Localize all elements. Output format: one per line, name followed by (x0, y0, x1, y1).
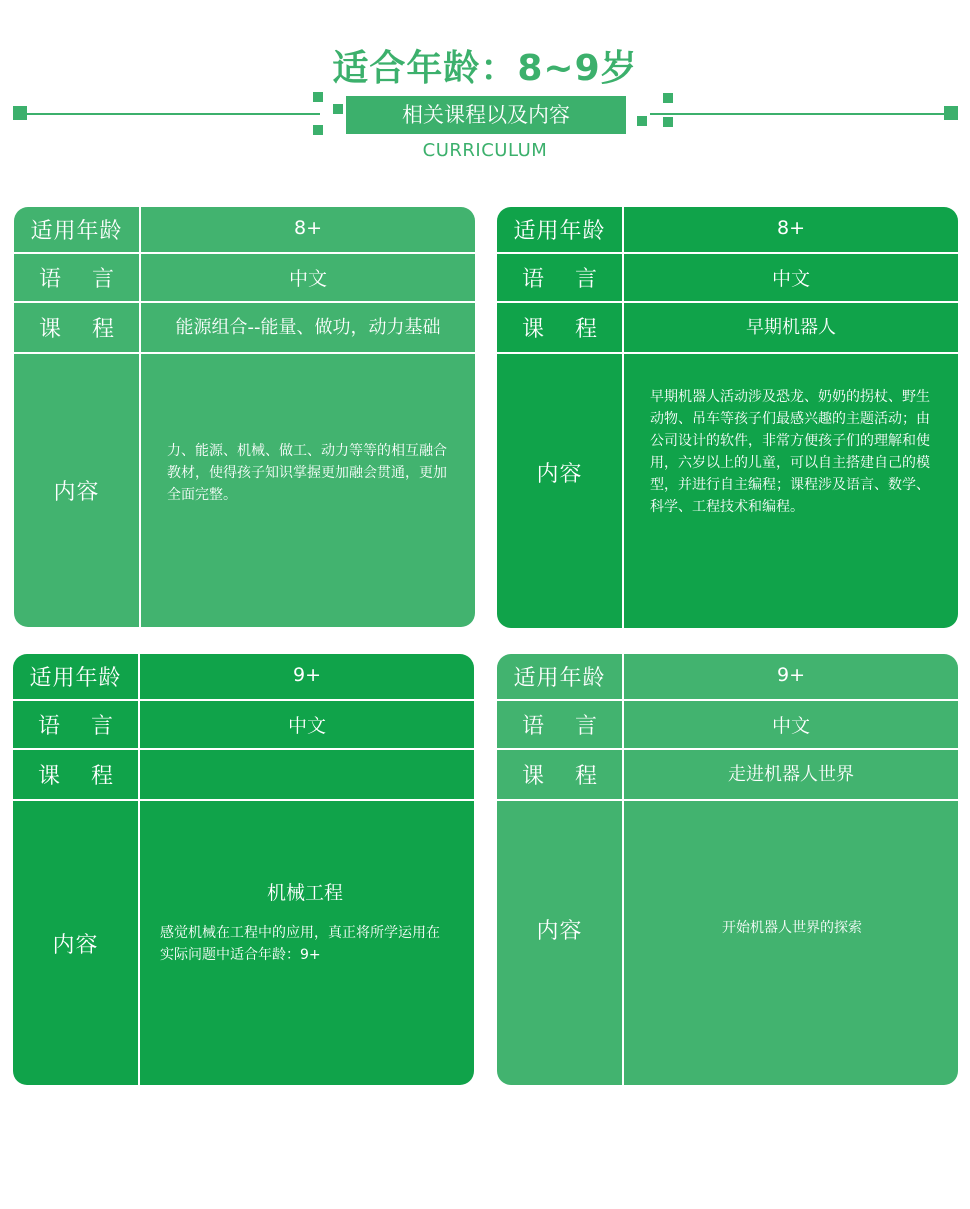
language-label: 语 言 (14, 254, 139, 301)
age-value: 8+ (141, 207, 475, 252)
course-label: 课 程 (13, 750, 138, 799)
language-value: 中文 (624, 701, 958, 748)
content-text: 力、能源、机械、做工、动力等等的相互融合教材，使得孩子知识掌握更加融会贯通，更加全面完整。 (167, 442, 447, 503)
content-label: 内容 (13, 801, 138, 1085)
language-label: 语 言 (497, 701, 622, 748)
age-value: 9+ (140, 654, 474, 699)
content-heading: 机械工程 (266, 882, 343, 904)
course-card (14, 207, 475, 627)
content-cell (624, 801, 958, 1085)
age-value: 9+ (624, 654, 958, 699)
decor-square (944, 106, 958, 120)
course-label: 课 程 (497, 750, 622, 799)
course-value: 能源组合--能量、做功，动力基础 (141, 303, 475, 352)
course-card (497, 654, 958, 1085)
divider-line-right (650, 113, 950, 115)
decor-square (313, 125, 323, 135)
course-card (497, 207, 958, 628)
language-value: 中文 (624, 254, 958, 301)
section-banner: 相关课程以及内容 (346, 96, 626, 134)
age-label: 适用年龄 (497, 207, 622, 252)
age-label: 适用年龄 (497, 654, 622, 699)
content-cell (141, 354, 475, 627)
decor-square (333, 104, 343, 114)
age-value: 8+ (624, 207, 958, 252)
language-label: 语 言 (13, 701, 138, 748)
language-value: 中文 (140, 701, 474, 748)
decor-square (637, 116, 647, 126)
content-label: 内容 (497, 354, 622, 628)
decor-square (663, 93, 673, 103)
course-value: 早期机器人 (624, 303, 958, 352)
course-label: 课 程 (14, 303, 139, 352)
content-label: 内容 (497, 801, 622, 1085)
course-label: 课 程 (497, 303, 622, 352)
content-cell (624, 354, 958, 628)
decor-square (13, 106, 27, 120)
decor-square (663, 117, 673, 127)
course-card (13, 654, 474, 1085)
course-value (140, 750, 474, 799)
content-text: 开始机器人世界的探索 (722, 920, 862, 936)
content-label: 内容 (14, 354, 139, 627)
section-subtitle: CURRICULUM (422, 140, 548, 161)
content-text: 早期机器人活动涉及恐龙、奶奶的拐杖、野生动物、吊车等孩子们最感兴趣的主题活动；由公司设计的软件，非常方便孩子们的理解和使用，六岁以上的儿童，可以自主搭建自己的模型，并进行自主编程；课程涉及语言、数学、科学、工程技术和编程。 (650, 389, 930, 515)
language-value: 中文 (141, 254, 475, 301)
language-label: 语 言 (497, 254, 622, 301)
content-text: 感觉机械在工程中的应用，真正将所学运用在实际问题中适合年龄：9+ (160, 925, 440, 963)
divider-line-left (20, 113, 320, 115)
course-value: 走进机器人世界 (624, 750, 958, 799)
age-label: 适用年龄 (13, 654, 138, 699)
page-title: 适合年龄：8~9岁 (332, 48, 638, 89)
decor-square (313, 92, 323, 102)
age-label: 适用年龄 (14, 207, 139, 252)
content-cell (140, 801, 474, 1085)
